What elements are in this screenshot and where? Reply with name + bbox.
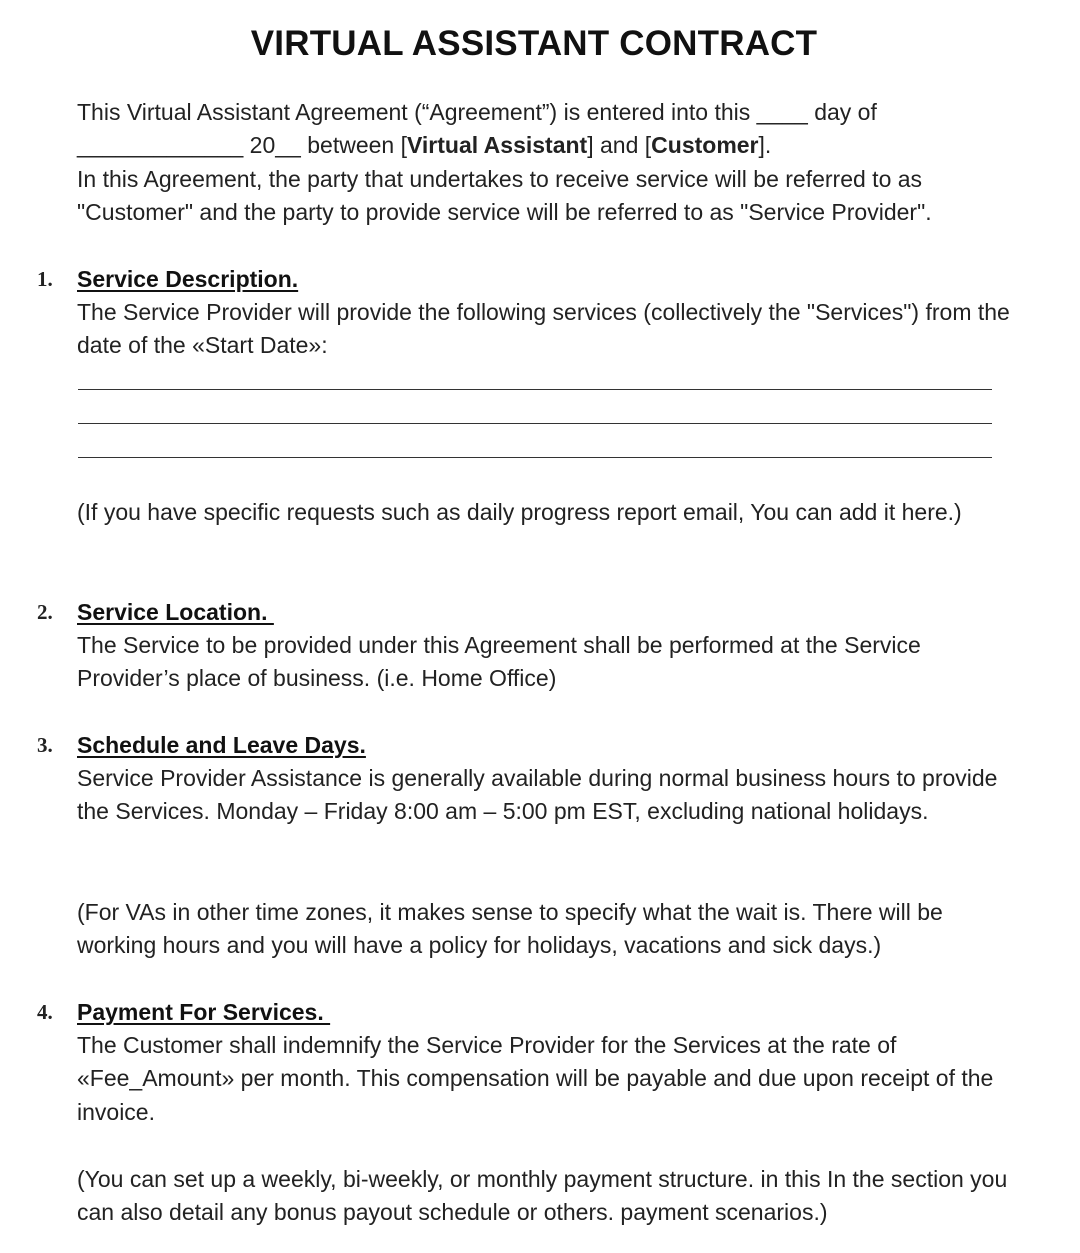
section-note: (For VAs in other time zones, it makes sense to specify what the wait is. There will be working hours and you will have a policy for holidays, vacations and sick days.) [77, 899, 943, 959]
section-paragraph: Service Provider Assistance is generally available during normal business hours to provide the Services. Monday – Friday 8:00 am – 5:00 pm EST, excluding national holidays. [77, 765, 998, 825]
section-paragraph: The Service to be provided under this Agreement shall be performed at the Service Provider’s place of business. (i.e. Home Office) [77, 632, 921, 692]
party-virtual-assistant: Virtual Assistant [406, 132, 588, 159]
section-number: 2. [37, 600, 53, 624]
fill-in-line-1 [78, 389, 992, 390]
section-heading: Service Description. [77, 266, 299, 292]
section-number: 3. [37, 733, 53, 757]
intro-line-1: This Virtual Assistant Agreement (“Agreement”) is entered into this ____ day of [77, 99, 877, 125]
section-paragraph: The Service Provider will provide the following services (collectively the "Services") from the date of the «Start Date»: [77, 299, 1010, 359]
section-paragraph: The Customer shall indemnify the Service Provider for the Services at the rate of «Fee_Amount» per month. This compensation will be payable and due upon receipt of the invoice. [77, 1032, 994, 1125]
intro-definitions: In this Agreement, the party that undertakes to receive service will be referred to as "Customer" and the party to provide service will be referred to as "Service Provider". [77, 165, 932, 225]
intro-end: ]. [758, 132, 772, 159]
intro-and: ] and [ [587, 132, 652, 159]
party-customer: Customer [651, 132, 759, 159]
section-heading: Schedule and Leave Days. [77, 732, 366, 758]
fill-in-line-3 [78, 457, 992, 458]
intro-paragraph [77, 96, 1037, 229]
section-number: 1. [37, 267, 53, 291]
intro-date-blank: _____________ 20__ between [ [77, 132, 407, 159]
document-title: VIRTUAL ASSISTANT CONTRACT [250, 24, 818, 63]
section-note: (You can set up a weekly, bi-weekly, or monthly payment structure. in this In the section you can also detail any bonus payout schedule or others. payment scenarios.) [77, 1166, 1008, 1226]
intro-line-2 [77, 129, 1037, 162]
section-number: 4. [37, 1000, 53, 1024]
fill-in-line-2 [78, 423, 992, 424]
section-heading: Service Location. [77, 599, 274, 625]
section-note: (If you have specific requests such as daily progress report email, You can add it here.) [77, 499, 962, 525]
section-heading: Payment For Services. [77, 999, 331, 1025]
